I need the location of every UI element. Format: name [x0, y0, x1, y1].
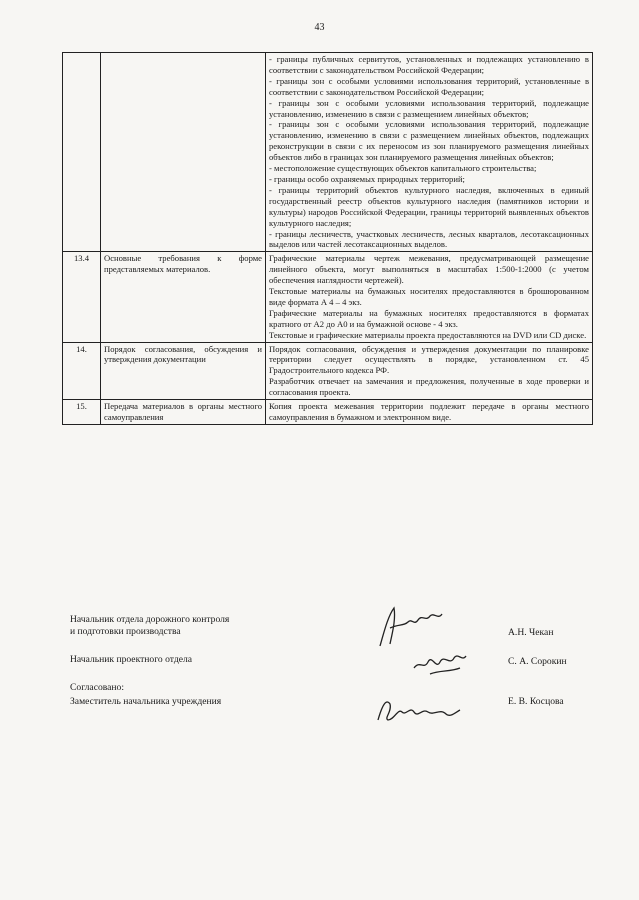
- row-title: Порядок согласования, обсуждения и утверждения документации: [101, 342, 266, 400]
- table-row-continuation: [63, 53, 593, 252]
- row-content: [266, 400, 593, 425]
- list-item: - границы зон с особыми условиями использования территорий, подлежащие установлению, изменению в связи с размещением линейных объектов, подлежащих реконструкции в связи с их переносом из зон планируемого размещения линейных объектов либо в границах зон планируемого размещения линейных объектов;: [269, 119, 589, 163]
- list-item: - границы особо охраняемых природных территорий;: [269, 173, 465, 184]
- deputy-title: Заместитель начальника учреждения: [70, 696, 222, 707]
- head-road-title: Начальник отдела дорожного контроля и подготовки производства: [70, 614, 230, 637]
- agreed-label: Согласовано:: [70, 682, 125, 693]
- requirements-table: [62, 52, 593, 425]
- signature-sorokin: [410, 640, 470, 680]
- paragraph: Графические материалы на бумажных носителях предоставляются в форматах кратного от А2 до А0 и на бумажной основе - 4 экз.: [269, 307, 589, 329]
- signature-kostsova: [372, 690, 462, 730]
- list-item: - местоположение существующих объектов капитального строительства;: [269, 163, 537, 174]
- list-item: - границы территорий объектов культурного наследия, включенных в единый государственный реестр объектов культурного наследия (памятников истории и культуры) народов Российской Федерации, границы территорий выявленных объектов культурного наследия;: [269, 184, 589, 228]
- cell-name-empty: [101, 53, 266, 252]
- row-number: 14.: [63, 342, 101, 400]
- paragraph: Текстовые и графические материалы проекта предоставляются на DVD или CD диске.: [269, 329, 587, 340]
- paragraph: Разработчик отвечает на замечания и предложения, полученные в ходе проверки и согласования проекта.: [269, 376, 589, 398]
- row-title: Основные требования к форме представляемых материалов.: [101, 252, 266, 342]
- head-design-name: С. А. Сорокин: [508, 656, 567, 667]
- cell-num-empty: [63, 53, 101, 252]
- table-row-13-4: [63, 252, 593, 342]
- row-title: Передача материалов в органы местного самоуправления: [101, 400, 266, 425]
- list-item: - границы зон с особыми условиями использования территорий, подлежащие установлению, изменению в связи с размещением линейных объектов;: [269, 97, 589, 119]
- paragraph: Копия проекта межевания территории подлежит передаче в органы местного самоуправления в бумажном и электронном виде.: [269, 401, 589, 422]
- row-content: [266, 252, 593, 342]
- head-road-name: А.Н. Чекан: [508, 627, 554, 638]
- list-item: - границы публичных сервитутов, установленных и подлежащих установлению в соответствии с законодательством Российской Федерации;: [269, 54, 589, 75]
- table-row-14: [63, 342, 593, 400]
- paragraph: Порядок согласования, обсуждения и утверждения документации по планировке территории следует осуществлять в порядке, установленном ст. 45 Градостроительного кодекса РФ.: [269, 343, 589, 376]
- list-item: - границы зон с особыми условиями использования территорий, установленные в соответствии с законодательством Российской Федерации;: [269, 75, 589, 97]
- table-row-15: [63, 400, 593, 425]
- deputy-name: Е. В. Косцова: [508, 696, 564, 707]
- row-number: 13.4: [63, 252, 101, 342]
- continuation-cell: [266, 53, 593, 252]
- row-number: 15.: [63, 400, 101, 425]
- paragraph: Текстовые материалы на бумажных носителях предоставляются в брошюрованном виде формата А 4 – 4 экз.: [269, 286, 589, 307]
- head-design-title: Начальник проектного отдела: [70, 654, 193, 665]
- page-number: 43: [314, 22, 325, 33]
- paragraph: Графические материалы чертеж межевания, предусматривающей размещение линейного объекта, могут выполняться в масштабах 1:500-1:2000 (с учетом обеспечения наглядности чертежей).: [269, 253, 589, 286]
- row-content: [266, 342, 593, 400]
- list-item: - границы лесничеств, участковых лесничеств, лесных кварталов, лесотаксационных выделов или частей лесотаксационных выделов.: [269, 228, 589, 250]
